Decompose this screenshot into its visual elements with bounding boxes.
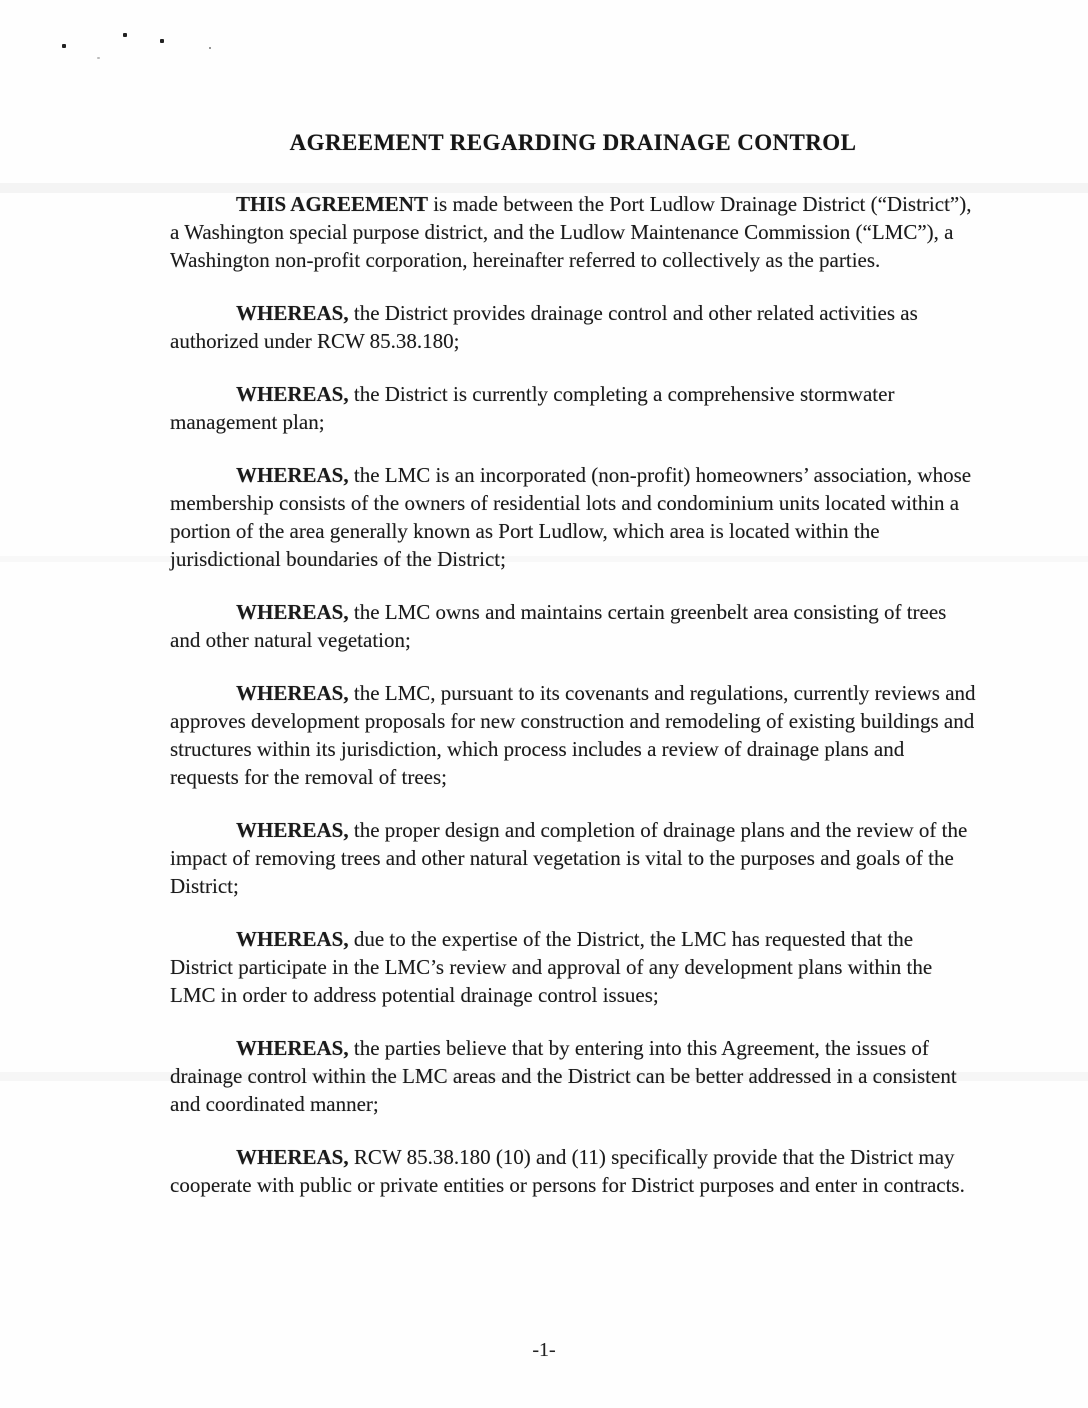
paragraph-text: due to the expertise of the District, the LMC has requested that the District participate in the LMC’s review and approval of any development plans within the LMC in order to address potential drainage control issues; bbox=[170, 927, 933, 1007]
paragraph-text: is made between the Port Ludlow Drainage District (“District”), a Washington special purpose district, and the Ludlow Maintenance Commission (“LMC”), a Washington non-profit corporation, hereinafter referred to collectively as the parties. bbox=[170, 192, 972, 272]
paragraph-text: the District provides drainage control and other related activities as authorized under RCW 85.38.180; bbox=[170, 301, 918, 353]
document-body bbox=[170, 130, 976, 1224]
paragraph-text: RCW 85.38.180 (10) and (11) specifically provide that the District may cooperate with public or private entities or persons for District purposes and enter in contracts. bbox=[170, 1145, 965, 1197]
scan-speck bbox=[97, 57, 100, 59]
paragraph-text: the proper design and completion of drainage plans and the review of the impact of removing trees and other natural vegetation is vital to the purposes and goals of the District; bbox=[170, 818, 968, 898]
paragraph-lead: WHEREAS, bbox=[236, 681, 349, 705]
document-title: AGREEMENT REGARDING DRAINAGE CONTROL bbox=[289, 130, 857, 155]
page-number: -1- bbox=[532, 1339, 556, 1361]
paragraph-text: the LMC owns and maintains certain greenbelt area consisting of trees and other natural vegetation; bbox=[170, 600, 947, 652]
paragraph-lead: WHEREAS, bbox=[236, 1145, 349, 1169]
paragraph-lead: WHEREAS, bbox=[236, 1036, 349, 1060]
paragraph-text: the LMC is an incorporated (non-profit) homeowners’ association, whose membership consists of the owners of residential lots and condominium units located within a portion of the area generally known as Port Ludlow, which area is located within the jurisdictional boundaries of the District; bbox=[170, 463, 972, 571]
paragraph-text: the District is currently completing a comprehensive stormwater management plan; bbox=[170, 382, 895, 434]
paragraph-lead: WHEREAS, bbox=[236, 382, 349, 406]
scan-speck bbox=[160, 39, 164, 43]
paragraph-text: the LMC, pursuant to its covenants and regulations, currently reviews and approves development proposals for new construction and remodeling of existing buildings and structures within its jurisdiction, which process includes a review of drainage plans and requests for the removal of trees; bbox=[170, 681, 976, 789]
scan-speck bbox=[62, 44, 66, 48]
paragraph-lead: WHEREAS, bbox=[236, 600, 349, 624]
paragraph-lead: THIS AGREEMENT bbox=[236, 192, 428, 216]
scan-speck bbox=[209, 47, 211, 49]
paragraph-whereas-7 bbox=[170, 925, 976, 1009]
paragraph-whereas-2 bbox=[170, 380, 976, 436]
paragraph-lead: WHEREAS, bbox=[236, 927, 349, 951]
paragraph-lead: WHEREAS, bbox=[236, 818, 349, 842]
paragraph-whereas-4 bbox=[170, 598, 976, 654]
paragraph-text: the parties believe that by entering into this Agreement, the issues of drainage control within the LMC areas and the District can be better addressed in a consistent and coordinated manner; bbox=[170, 1036, 957, 1116]
scan-speck bbox=[123, 33, 127, 37]
paragraph-whereas-1 bbox=[170, 299, 976, 355]
paragraph-whereas-3 bbox=[170, 461, 976, 573]
paragraph-recitals-intro bbox=[170, 190, 976, 274]
paragraph-whereas-9 bbox=[170, 1143, 976, 1199]
paragraph-whereas-5 bbox=[170, 679, 976, 791]
paragraph-whereas-6 bbox=[170, 816, 976, 900]
paragraph-whereas-8 bbox=[170, 1034, 976, 1118]
paragraph-lead: WHEREAS, bbox=[236, 463, 349, 487]
paragraph-lead: WHEREAS, bbox=[236, 301, 349, 325]
